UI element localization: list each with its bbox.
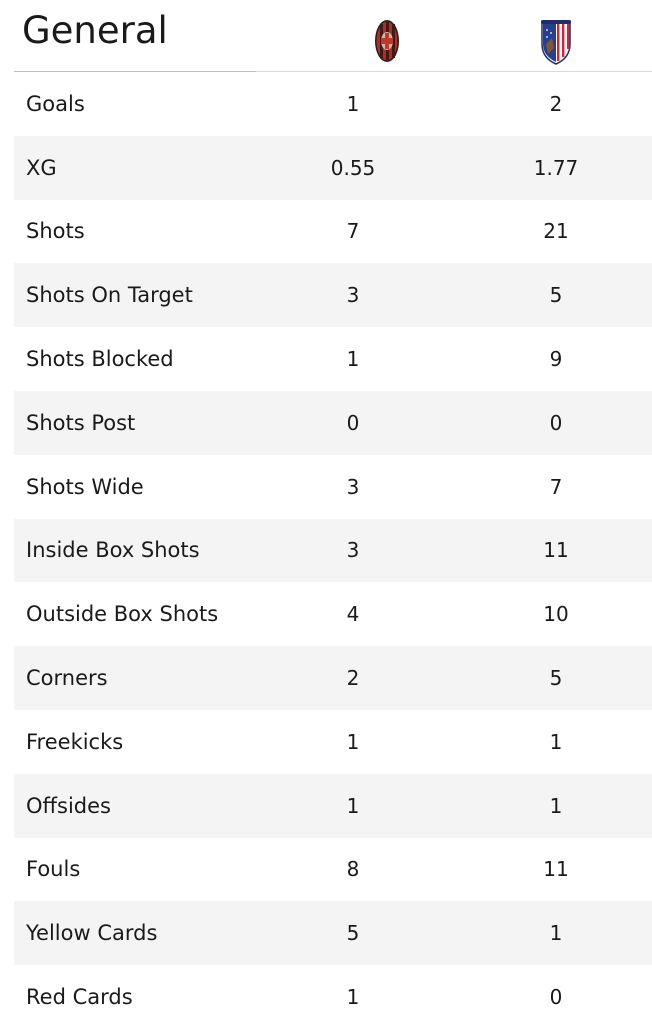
stat-row-outside-box-shots: [14, 582, 652, 646]
stat-label: Shots Wide: [26, 474, 144, 499]
section-title: General: [22, 9, 168, 52]
away-value: 7: [549, 474, 563, 499]
stat-row-red-cards: [14, 965, 652, 1029]
stat-label: Goals: [26, 91, 85, 116]
home-value: 8: [346, 857, 360, 882]
stat-row-shots-blocked: [14, 327, 652, 391]
stat-label: XG: [26, 155, 57, 180]
away-value: 1.77: [533, 155, 579, 180]
away-value: 1: [549, 729, 563, 754]
stat-row-shots-post: [14, 391, 652, 455]
stat-label: Shots: [26, 219, 85, 244]
home-value: 4: [346, 602, 360, 627]
stat-row-freekicks: [14, 710, 652, 774]
away-value: 1: [549, 793, 563, 818]
stats-header: [0, 0, 652, 74]
home-value: 3: [346, 538, 360, 563]
ac-milan-crest-icon: [369, 14, 405, 66]
home-value: 5: [346, 921, 360, 946]
home-value: 1: [346, 91, 360, 116]
away-value: 0: [549, 985, 563, 1010]
stat-label: Yellow Cards: [26, 921, 158, 946]
away-value: 5: [549, 666, 563, 691]
home-value: 1: [346, 729, 360, 754]
home-value: 7: [346, 219, 360, 244]
stat-label: Shots On Target: [26, 283, 193, 308]
stat-row-yellow-cards: [14, 901, 652, 965]
stat-label: Shots Post: [26, 410, 136, 435]
home-value: 1: [346, 793, 360, 818]
away-value: 11: [543, 538, 569, 563]
atletico-madrid-crest-icon: [538, 14, 574, 66]
home-value: 1: [346, 347, 360, 372]
stat-label: Shots Blocked: [26, 347, 174, 372]
away-value: 9: [549, 347, 563, 372]
away-value: 5: [549, 283, 563, 308]
stat-row-inside-box-shots: [14, 519, 652, 583]
stat-row-shots: [14, 200, 652, 264]
stat-label: Fouls: [26, 857, 81, 882]
away-value: 1: [549, 921, 563, 946]
stats-table: [14, 72, 652, 1029]
home-value: 0: [346, 410, 360, 435]
home-value: 3: [346, 474, 360, 499]
home-value: 3: [346, 283, 360, 308]
stat-row-shots-on-target: [14, 263, 652, 327]
stat-label: Red Cards: [26, 985, 133, 1010]
stat-row-shots-wide: [14, 455, 652, 519]
stat-row-fouls: [14, 838, 652, 902]
stat-label: Corners: [26, 666, 108, 691]
stat-row-goals: [14, 72, 652, 136]
stat-label: Outside Box Shots: [26, 602, 219, 627]
stat-row-offsides: [14, 774, 652, 838]
stat-row-corners: [14, 646, 652, 710]
stat-label: Freekicks: [26, 729, 124, 754]
stat-label: Offsides: [26, 793, 111, 818]
away-value: 0: [549, 410, 563, 435]
stat-row-xg: [14, 136, 652, 200]
stat-label: Inside Box Shots: [26, 538, 200, 563]
home-value: 0.55: [330, 155, 376, 180]
away-value: 2: [549, 91, 563, 116]
home-value: 2: [346, 666, 360, 691]
away-value: 10: [543, 602, 569, 627]
away-value: 21: [543, 219, 569, 244]
home-value: 1: [346, 985, 360, 1010]
away-value: 11: [543, 857, 569, 882]
